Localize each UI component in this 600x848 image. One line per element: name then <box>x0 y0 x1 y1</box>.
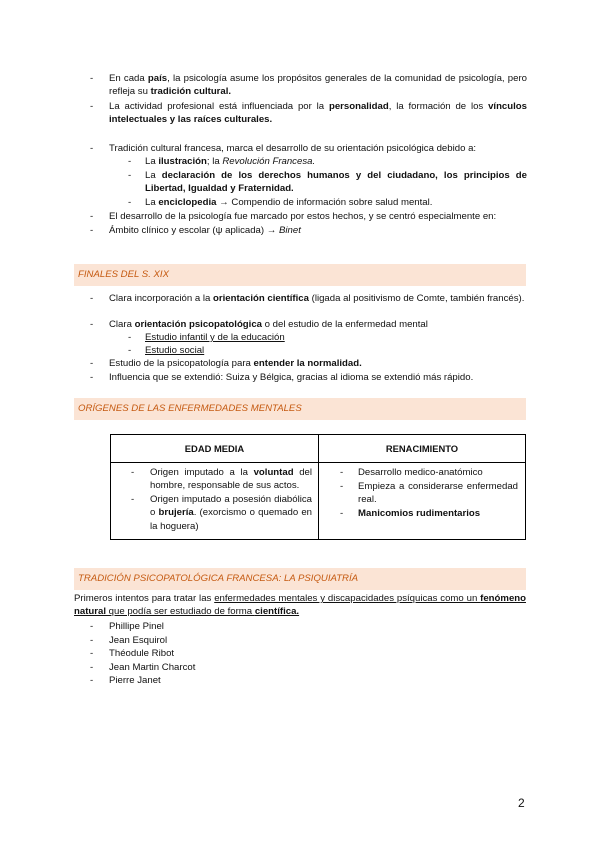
list-item: Jean Esquirol <box>109 635 168 646</box>
bullet-dash: - <box>128 156 132 167</box>
bullet-dash: - <box>90 225 94 236</box>
paragraph: Primeros intentos para tratar las enfermedades mentales y discapacidades psíquicas como un fenómeno natural que podía ser estudiado de forma científica. <box>74 593 526 618</box>
list-item: Influencia que se extendió: Suiza y Bélgica, gracias al idioma se extendió más rápido. <box>109 372 474 383</box>
page-number: 2 <box>518 796 525 810</box>
table-header-renacimiento: RENACIMIENTO <box>385 443 459 454</box>
table-header-edad-media: EDAD MEDIA <box>184 443 245 454</box>
section-heading: TRADICIÓN PSICOPATOLÓGICA FRANCESA: LA PSIQUIATRÍA <box>74 568 526 590</box>
list-item: Pierre Janet <box>109 675 161 686</box>
sub-list-item: La ilustración; la Revolución Francesa. <box>145 156 316 167</box>
bullet-dash: - <box>128 345 132 356</box>
bullet-dash: - <box>90 635 94 646</box>
list-item: Théodule Ribot <box>109 648 175 659</box>
bullet-dash: - <box>340 481 344 492</box>
table-cell-item: Desarrollo medico-anatómico <box>358 467 483 478</box>
sub-list-item: La declaración de los derechos humanos y del ciudadano, los principios de Libertad, Igualdad y Fraternidad. <box>145 170 527 195</box>
bullet-dash: - <box>90 648 94 659</box>
bullet-dash: - <box>128 170 132 181</box>
list-item: En cada país, la psicología asume los propósitos generales de la comunidad de psicología, pero refleja su tradición cultural. <box>109 73 527 98</box>
list-item: Ámbito clínico y escolar (ψ aplicada) → Binet <box>109 225 301 236</box>
comparison-table <box>110 434 526 540</box>
bullet-dash: - <box>90 358 94 369</box>
bullet-dash: - <box>90 143 94 154</box>
table-cell-item: Origen imputado a la voluntad del hombre, responsable de sus actos. <box>150 467 312 492</box>
list-item: Phillipe Pinel <box>109 621 164 632</box>
bullet-dash: - <box>90 211 94 222</box>
list-item: Jean Martin Charcot <box>109 662 196 673</box>
list-item: Clara orientación psicopatológica o del estudio de la enfermedad mental <box>109 319 428 330</box>
bullet-dash: - <box>128 332 132 343</box>
sub-list-item: Estudio social <box>145 345 205 356</box>
list-item: Tradición cultural francesa, marca el desarrollo de su orientación psicológica debido a: <box>109 143 477 154</box>
bullet-dash: - <box>90 621 94 632</box>
bullet-dash: - <box>90 101 94 112</box>
sub-list-item: La enciclopedia → Compendio de información sobre salud mental. <box>145 197 433 208</box>
sub-list-item: Estudio infantil y de la educación <box>145 332 285 343</box>
bullet-dash: - <box>340 508 344 519</box>
bullet-dash: - <box>131 467 135 478</box>
table-cell-item: Empieza a considerarse enfermedad real. <box>358 481 518 506</box>
bullet-dash: - <box>90 662 94 673</box>
bullet-dash: - <box>90 293 94 304</box>
section-heading: ORÍGENES DE LAS ENFERMEDADES MENTALES <box>74 398 526 420</box>
table-cell-item: Manicomios rudimentarios <box>358 508 481 519</box>
list-item: Clara incorporación a la orientación científica (ligada al positivismo de Comte, también francés). <box>109 293 525 304</box>
table-cell-item: Origen imputado a posesión diabólica o brujería. (exorcismo o quemado en la hoguera) <box>150 494 312 532</box>
bullet-dash: - <box>340 467 344 478</box>
bullet-dash: - <box>90 675 94 686</box>
list-item: Estudio de la psicopatología para entender la normalidad. <box>109 358 362 369</box>
bullet-dash: - <box>90 73 94 84</box>
list-item: El desarrollo de la psicología fue marcado por estos hechos, y se centró especialmente en: <box>109 211 497 222</box>
bullet-dash: - <box>90 319 94 330</box>
list-item: La actividad profesional está influenciada por la personalidad, la formación de los vínculos intelectuales y las raíces culturales. <box>109 101 527 126</box>
section-heading: FINALES DEL S. XIX <box>74 264 526 286</box>
table-divider <box>111 462 525 463</box>
bullet-dash: - <box>131 494 135 505</box>
bullet-dash: - <box>90 372 94 383</box>
bullet-dash: - <box>128 197 132 208</box>
